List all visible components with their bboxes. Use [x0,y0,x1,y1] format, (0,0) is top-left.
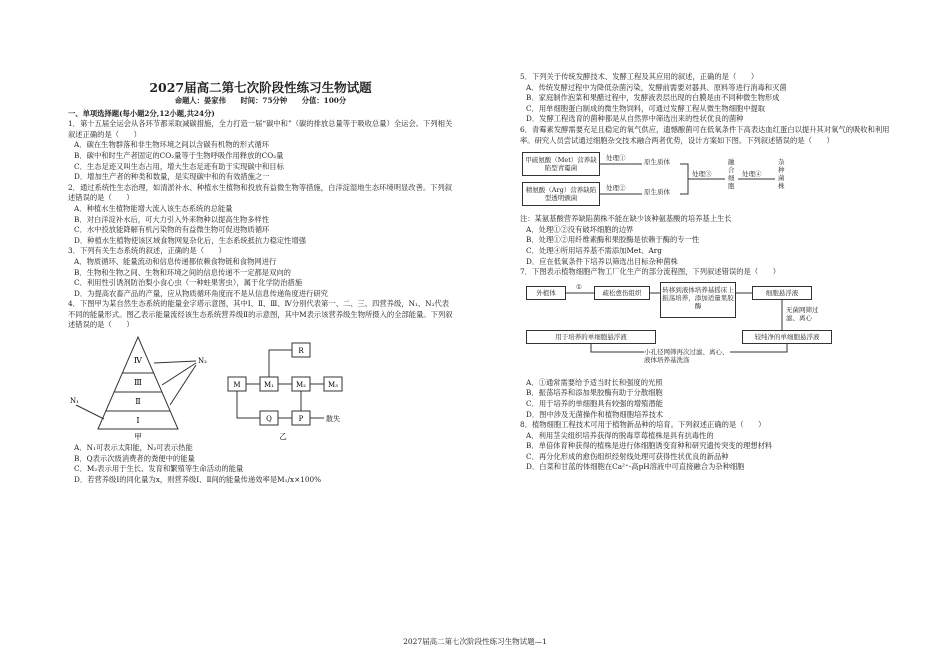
q4-option-c: C．M₂表示用于生长、发育和繁殖等生命活动的能量 [74,464,244,474]
question-4: 4．下图甲为某自然生态系统的能量金字塔示意图，其中Ⅰ、Ⅱ、Ⅲ、Ⅳ分别代表第一、二、三、四营养级，N₁、N₂代表不同的能量形式。图乙表示能量流经该生态系统营养级Ⅱ的示意图，其中M表示该营养级生物所摄入的全部能量。下列叙述错误的是（ ） [68,299,453,330]
disperse-label: 散失 [326,415,340,424]
question-1: 1．第十五届全运会从各环节都采取减碳措施，全力打造一届“碳中和”（碳的排放总量等于吸收总量）全运会。下列相关叙述正确的是（ ） [68,119,453,139]
caption-jia: 甲 [134,432,142,442]
q7-option-c: C．用于培养的单细胞具有较强的增殖潜能 [526,398,663,408]
step1-label: ① [576,282,582,291]
q7-option-a: A．①通常需要给予适当时长和强度的光照 [526,377,663,387]
arrow-m-q [237,391,260,418]
source-penicillium: 甲硫氨酸（Met）营养缺陷型青霉菌 [522,152,600,176]
proc3-label: 处理③ [692,170,712,179]
level-1-label: Ⅰ [136,416,140,426]
fusion-cell: 融合细胞 [728,158,735,191]
right-column [520,72,895,473]
n1-arrow [76,405,104,419]
level-3-label: Ⅲ [134,378,142,388]
q7-option-b: B．振荡培养和添加果胶酶有助于分散细胞 [526,388,663,398]
q6-option-c: C．处理④所用培养基不需添加Met、Arg [526,245,662,255]
q1-option-b: B．碳中和时生产者固定的CO₂量等于生物呼吸作用释放的CO₂量 [74,150,284,160]
n2-arrow-1 [154,361,196,363]
n2-label: N₂ [198,357,207,366]
q3-option-b: B．生物和生物之间、生物和环境之间的信息传递不一定都是双向的 [74,267,291,277]
box-p-label: P [298,415,304,424]
q6-option-b: B．处理①②用纤维素酶和果胶酶是依赖于酶的专一性 [526,235,700,245]
box-m3-label: M₃ [328,381,338,390]
q6-option-d: D．应在低氧条件下培养以筛选出目标杂种菌株 [526,256,678,266]
q2-option-d: D．种植水生植物使该区域食物网复杂化后，生态系统抵抗力稳定性增强 [74,235,307,245]
exam-title: 2027届高二第七次阶段性练习生物试题 [149,80,372,95]
q6-note: 注：某氨基酸营养缺陷菌株不能在缺少该种氨基酸的培养基上生长 [520,214,732,224]
energy-flow-diagram [228,343,342,441]
callus-box: 疏松愈伤组织 [594,286,650,300]
box-m1-label: M₁ [264,381,274,390]
proc1-label: 处理① [606,154,626,163]
final-suspension-box: 用于培养的单细胞悬浮液 [526,330,656,344]
q4-option-b: B．Q表示次级消费者的粪便中的能量 [74,453,195,463]
figure-q6-arrows [520,148,790,212]
q5-option-c: C．用单细胞蛋白制成的微生物饲料，可通过发酵工程从微生物细胞中提取 [526,103,766,113]
section-heading: 一、单项选择题(每小题2分,12小题,共24分) [68,108,215,118]
box-m2-label: M₂ [296,381,306,390]
wash-label: 小孔径网筛再次过滤、离心、液体培养基洗涤 [644,347,729,364]
question-5: 5．下列关于传统发酵技术、发酵工程及其应用的叙述，正确的是（ ） [520,72,759,81]
left-column [68,72,453,485]
figure-q4 [68,333,453,441]
q8-option-c: C．再分化形成的愈伤组织经射线处理可获得性状优良的新品种 [526,451,729,461]
arrow-wash-final [591,344,644,352]
arrow-m1-r [269,350,292,377]
proc4-label: 处理④ [742,170,762,179]
q4-option-a: A．N₁可表示太阳能，N₂可表示热能 [74,443,193,453]
q3-option-d: D．为提高农畜产品的产量，应从物质循环角度而不是从信息传递角度进行研究 [74,288,328,298]
suspension-box: 细胞悬浮液 [752,286,812,300]
q1-option-c: C．生态足迹又叫生态占用，增大生态足迹有助于实现碳中和目标 [74,161,284,171]
question-2: 2．通过系统性生态治理，如清淤补水、种植水生植物和投放有益微生物等措施，白洋淀湿地生态环境明显改善。下列叙述错误的是（ ） [68,182,453,203]
question-8: 8．植物细胞工程技术可用于植物新品种的培育。下列叙述正确的是（ ） [520,420,766,430]
source-vitreoscilla: 精氨酸（Arg）营养缺陷型透明颤菌 [522,182,600,206]
page-footer: 2027届高二第七次阶段性练习生物试题—1 [403,637,547,646]
question-3: 3．下列有关生态系统的叙述，正确的是（ ） [68,246,226,256]
q4-option-d: D．若营养级Ⅰ的同化量为x，则营养级Ⅰ、Ⅱ间的能量传递效率是M₁/x×100% [74,474,322,484]
caption-yi: 乙 [279,432,287,442]
q5-option-a: A．传统发酵过程中为降低杂菌污染，发酵前需要对器具、原料等进行消毒和灭菌 [526,82,787,92]
q3-option-c: C．利用性引诱剂防治梨小食心虫（一种蛀果害虫），属于化学防治措施 [74,278,303,288]
transfer-box: 转移到液体培养基摇床上振荡培养，添加适量果胶酶 [660,282,736,318]
merge-bracket [680,164,688,194]
energy-pyramid [70,337,207,441]
box-q-label: Q [266,415,272,424]
q2-option-b: B．对白洋淀补水后，可大力引入外来物种以提高生物多样性 [74,214,270,224]
figure-q7-arrows [520,280,840,376]
box-m-label: M [233,381,241,390]
arrow-clean-wash [730,344,787,352]
box-r-label: R [298,347,304,356]
q5-option-d: D．发酵工程选育的菌种都是从自然界中筛选出来的性状优良的菌种 [526,114,744,124]
q8-option-b: B．单倍体育种获得的植株是进行体细胞诱变育种和研究遗传突变的理想材料 [526,441,773,451]
protoplast-2: 原生质体 [644,188,670,197]
q3-option-a: A．物质循环、能量流动和信息传递都依赖食物链和食物网进行 [74,256,277,266]
q8-option-d: D．白菜和甘蓝的体细胞在Ca²⁺-高pH溶液中可直接融合为杂种细胞 [526,462,745,472]
level-4-label: Ⅳ [134,356,142,366]
protoplast-1: 原生质体 [644,158,670,167]
figure-q7 [520,280,895,376]
clean-suspension-box: 较纯净的单细胞悬浮液 [742,330,832,344]
explant-box: 外植体 [526,286,566,300]
sterile-filter-label: 无菌网筛过滤、离心 [786,305,819,322]
q6-option-a: A．处理①②没有破坏细胞的边界 [526,224,634,234]
q7-option-d: D．图中涉及无菌操作和植物细胞培养技术 [526,409,664,419]
level-2-label: Ⅱ [135,397,141,407]
n1-label: N₁ [70,397,79,406]
n2-arrow-2 [162,363,196,385]
q5-option-b: B．家庭制作泡菜和果醋过程中，发酵液表层出现的白膜是由不同种微生物形成 [526,93,780,103]
hybrid-strain: 杂种菌株 [778,158,785,191]
question-7: 7．下图表示植物细胞产物工厂化生产的部分流程图，下列叙述错误的是（ ） [520,267,781,277]
figure-q6 [520,148,895,212]
q2-option-c: C．水中投放能降解有机污染物的有益微生物可促进物质循环 [74,225,270,235]
figure-q4-svg [68,333,453,441]
q2-option-a: A．种植水生植物能增大流入该生态系统的总能量 [74,203,233,213]
exam-info: 命题人：晏家伟 时间：75分钟 分值：100分 [174,96,347,105]
proc2-label: 处理② [606,184,626,193]
q1-option-a: A．碳在生物群落和非生物环境之间以含碳有机物的形式循环 [74,140,269,150]
q1-option-d: D．增加生产者的种类和数量，是实现碳中和的有效措施之一 [74,172,270,182]
q8-option-a: A．利用茎尖组织培养获得的脱毒草莓植株是具有抗毒性的 [526,430,714,440]
question-6: 6．青霉素发酵需要充足且稳定的氧气供应，遗憾酿菌可在低氧条件下高表达血红蛋白以提升其对氧气的吸收和利用率。研究人员尝试通过细胞杂交技术融合两者优势，设计方案如下图。下列叙述错误的是（ ） [520,124,890,145]
